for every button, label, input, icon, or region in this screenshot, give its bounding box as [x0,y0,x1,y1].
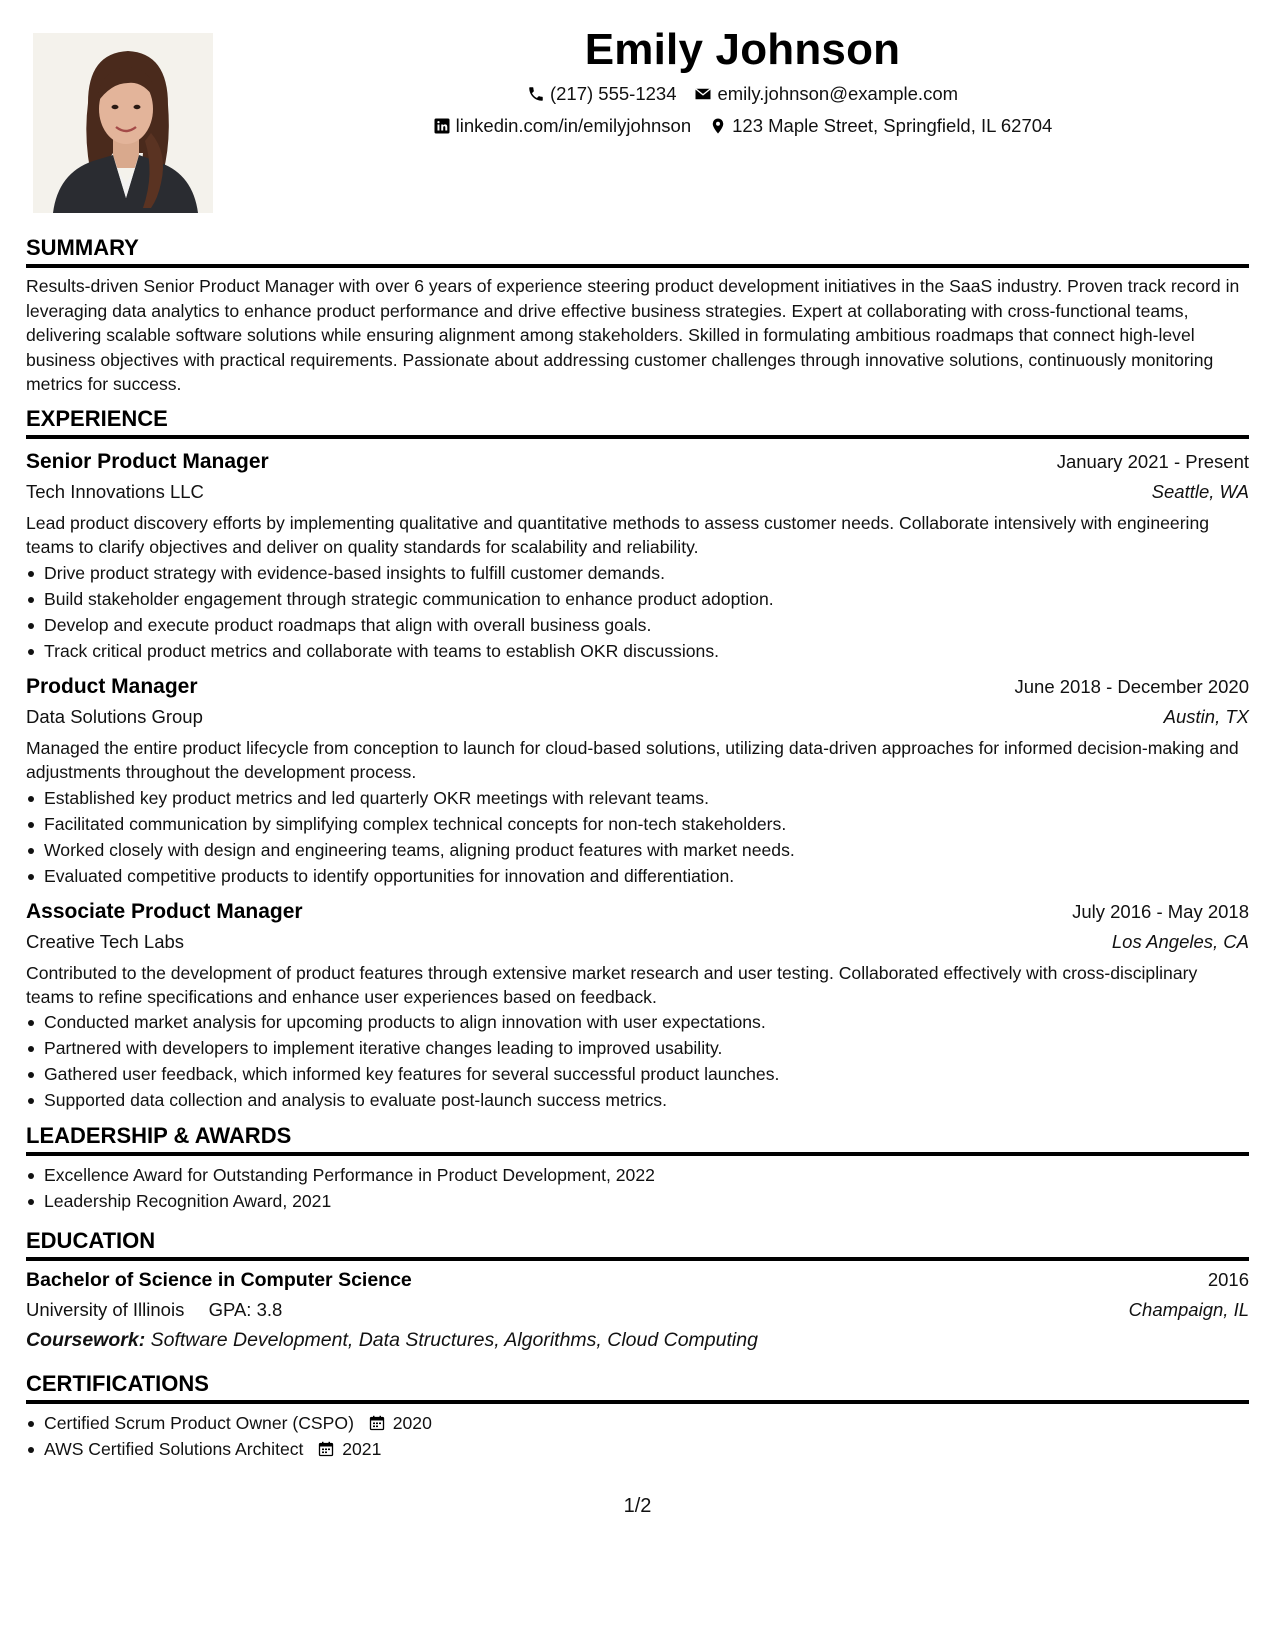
list-item: Established key product metrics and led quarterly OKR meetings with relevant teams. [26,785,1249,811]
phone-contact [527,82,677,106]
list-item: Partnered with developers to implement iterative changes leading to improved usability. [26,1035,1249,1061]
profile-photo [33,33,213,213]
job-description: Contributed to the development of product features through extensive market research and user testing. Collaborated effectively with cross-disciplinary teams to refine specifications and enhance user experiences based on feedback. [26,962,1198,1008]
candidate-name: Emily Johnson [584,25,901,74]
certification-name: Certified Scrum Product Owner (CSPO) [44,1413,354,1433]
calendar-icon [318,1441,334,1457]
email-contact[interactable] [694,82,958,106]
job-bullets [26,1009,1249,1113]
degree-title: Bachelor of Science in Computer Science [26,1269,412,1291]
job-description: Lead product discovery efforts by implementing qualitative and quantitative methods to assess customer needs. Collaborate intensively with engineering teams to clarify objectives and deliver on quality standards for scalability and reliability. [26,513,1210,558]
phone-text: (217) 555-1234 [549,83,677,104]
certification-year: 2020 [392,1413,432,1433]
company-name: Creative Tech Labs [26,930,185,952]
list-item: Evaluated competitive products to identify opportunities for innovation and differentiation. [26,863,1249,889]
envelope-icon [694,85,712,103]
section-divider [26,1400,1249,1404]
section-divider [26,264,1249,268]
job-title: Senior Product Manager [26,450,269,473]
job-description: Managed the entire product lifecycle from conception to launch for cloud-based solutions, utilizing data-driven approaches for informed decision-making and adjustments throughout the development process. [26,737,1239,783]
list-item: Develop and execute product roadmaps that align with overall business goals. [26,612,1249,638]
map-pin-icon [709,117,727,135]
coursework [26,1325,1249,1355]
list-item: Excellence Award for Outstanding Performance in Product Development, 2022 [26,1162,1249,1188]
address-text: 123 Maple Street, Springfield, IL 62704 [732,115,1053,136]
job-location: Los Angeles, CA [1111,930,1249,952]
job-entry [26,672,1249,889]
section-divider [26,1257,1249,1261]
school-name: University of Illinois [26,1299,185,1320]
certifications-section [26,1370,1249,1462]
list-item: Worked closely with design and engineering teams, aligning product features with market needs. [26,837,1249,863]
experience-section [26,405,1249,1113]
job-location: Seattle, WA [1151,481,1249,502]
job-dates: July 2016 - May 2018 [1072,900,1249,922]
company-name: Data Solutions Group [26,705,203,727]
phone-icon [527,85,545,103]
school-info [26,1295,282,1325]
email-text[interactable]: emily.johnson@example.com [717,83,959,104]
job-title: Associate Product Manager [26,899,303,923]
list-item: Drive product strategy with evidence-based insights to fulfill customer demands. [26,560,1249,586]
graduation-year: 2016 [1207,1269,1249,1290]
list-item [26,1436,1249,1462]
section-title: CERTIFICATIONS [26,1371,209,1396]
company-name: Tech Innovations LLC [26,481,204,502]
section-title: EXPERIENCE [26,406,168,431]
section-title: SUMMARY [26,235,139,260]
leadership-section [26,1122,1249,1214]
linkedin-contact[interactable] [433,114,691,138]
job-bullets [26,785,1249,889]
section-divider [26,1152,1249,1156]
gpa: GPA: 3.8 [208,1299,283,1320]
calendar-icon [369,1415,385,1431]
job-location: Austin, TX [1163,705,1249,727]
awards-list [26,1162,1249,1214]
certification-year: 2021 [342,1439,382,1459]
summary-text: Results-driven Senior Product Manager with over 6 years of experience steering product development initiatives in the SaaS industry. Proven track record in leveraging data analytics to enhance product performance and drive effective business strategies. Expert at collaborating with cross-functional teams, delivering scalable software solutions while ensuring alignment among stakeholders. Skilled in formulating ambitious roadmaps that connect high-level business objectives with practical requirements. Passionate about addressing customer challenges through innovative solutions, continuously monitoring metrics for success. [26,276,1240,395]
linkedin-text[interactable]: linkedin.com/in/emilyjohnson [455,115,692,136]
education-section [26,1227,1249,1355]
list-item: Build stakeholder engagement through strategic communication to enhance product adoption. [26,586,1249,612]
job-entry [26,447,1249,664]
list-item: Gathered user feedback, which informed key features for several successful product launches. [26,1061,1249,1087]
coursework-list: Software Development, Data Structures, Algorithms, Cloud Computing [150,1329,758,1351]
section-title: LEADERSHIP & AWARDS [26,1123,292,1148]
summary-section [26,234,1249,397]
list-item: Leadership Recognition Award, 2021 [26,1188,1249,1214]
list-item [26,1410,1249,1436]
job-title: Product Manager [26,674,198,698]
coursework-label: Coursework: [26,1329,146,1351]
list-item: Conducted market analysis for upcoming products to align innovation with user expectations. [26,1009,1249,1035]
list-item: Track critical product metrics and collaborate with teams to establish OKR discussions. [26,638,1249,664]
job-entry [26,897,1249,1114]
school-location: Champaign, IL [1128,1299,1249,1320]
contact-line-1 [250,82,1235,106]
contact-line-2 [250,114,1235,138]
list-item: Facilitated communication by simplifying complex technical concepts for non-tech stakeholders. [26,811,1249,837]
section-title: EDUCATION [26,1228,156,1253]
section-divider [26,435,1249,439]
job-dates: June 2018 - December 2020 [1014,675,1249,697]
resume-header [250,22,1235,138]
job-bullets [26,560,1249,664]
certifications-list [26,1410,1249,1462]
page-number: 1/2 [623,1495,652,1517]
linkedin-icon [433,117,451,135]
list-item: Supported data collection and analysis to evaluate post-launch success metrics. [26,1087,1249,1113]
job-dates: January 2021 - Present [1056,451,1249,472]
certification-name: AWS Certified Solutions Architect [44,1439,304,1459]
address-contact [709,114,1052,138]
